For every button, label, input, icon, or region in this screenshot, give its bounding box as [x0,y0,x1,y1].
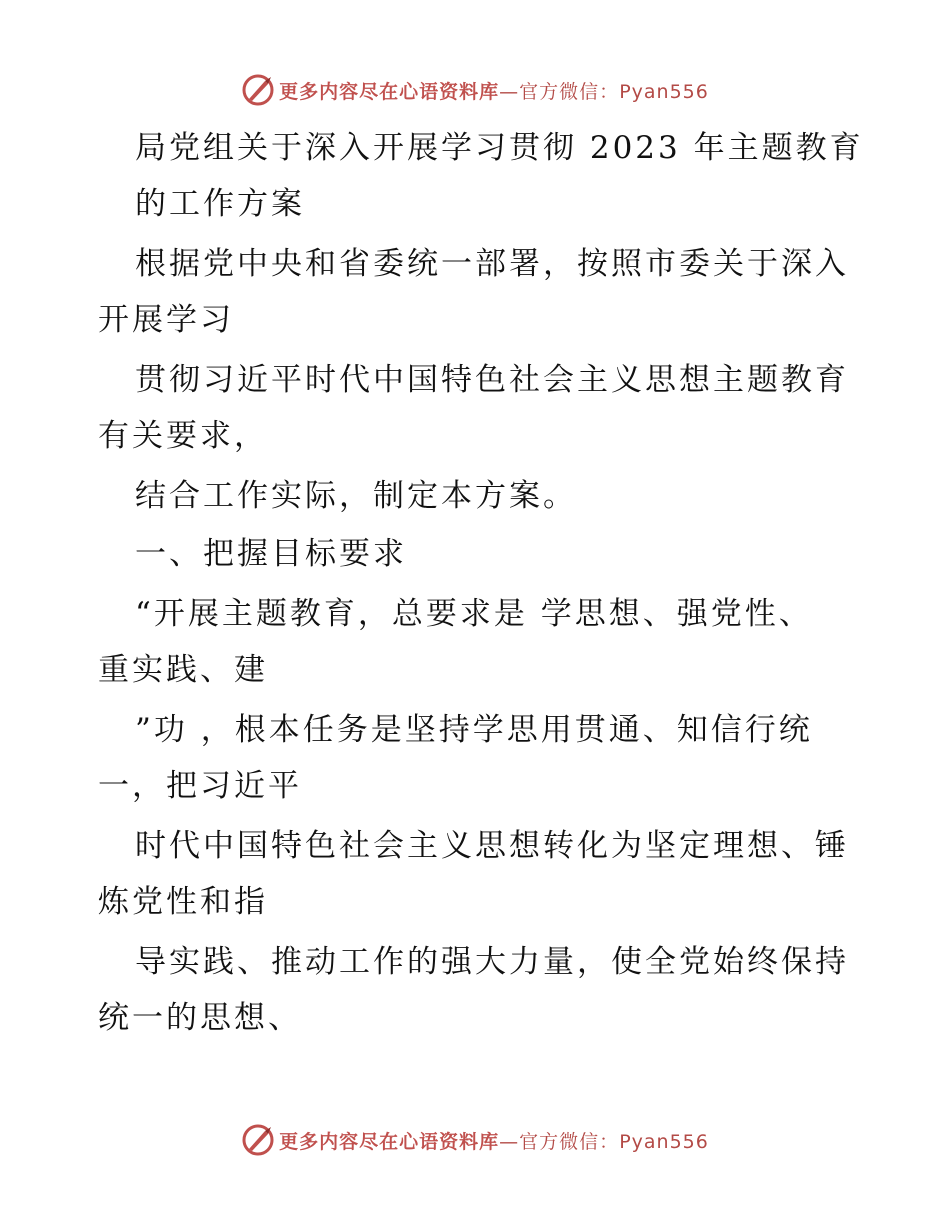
quill-logo-icon [241,1123,275,1157]
watermark-text [279,1127,709,1154]
footer-watermark [0,1120,950,1160]
paragraph-line: 导实践、推动工作的强大力量，使全党始终保持 [135,944,849,980]
paragraph-line: 时代中国特色社会主义思想转化为坚定理想、锤 [135,828,849,864]
quill-logo-icon [241,73,275,107]
paragraph-line: 根据党中央和省委统一部署，按照市委关于深入 [135,246,849,282]
paragraph-line: 统一的思想、 [98,1000,302,1036]
paragraph-line: 重实践、建 [98,652,268,688]
paragraph-line: “开展主题教育，总要求是 学思想、强党性、 [135,596,813,632]
paragraph-line: ”功 ，根本任务是坚持学思用贯通、知信行统 [135,712,813,748]
paragraph-line: 有关要求， [98,418,268,454]
paragraph-line: 贯彻习近平时代中国特色社会主义思想主题教育 [135,362,849,398]
paragraph-line: 结合工作实际，制定本方案。 [135,478,577,514]
section-heading: 一、把握目标要求 [135,536,407,572]
watermark-account: Pyan556 [619,80,709,103]
watermark-account: Pyan556 [619,1130,709,1153]
watermark-dash: — [499,80,520,103]
watermark-sub: 官方微信： [519,1130,620,1153]
paragraph-line: 炼党性和指 [98,884,268,920]
title-line-2: 的工作方案 [135,186,305,222]
watermark-text [279,77,709,104]
watermark-main: 更多内容尽在心语资料库 [279,1130,500,1153]
title-line-1: 局党组关于深入开展学习贯彻 2023 年主题教育 [135,130,864,166]
paragraph-line: 开展学习 [98,302,234,338]
watermark-main: 更多内容尽在心语资料库 [279,80,500,103]
watermark-dash: — [499,1130,520,1153]
watermark-sub: 官方微信： [519,80,620,103]
paragraph-line: 一，把习近平 [98,768,302,804]
header-watermark [0,70,950,110]
